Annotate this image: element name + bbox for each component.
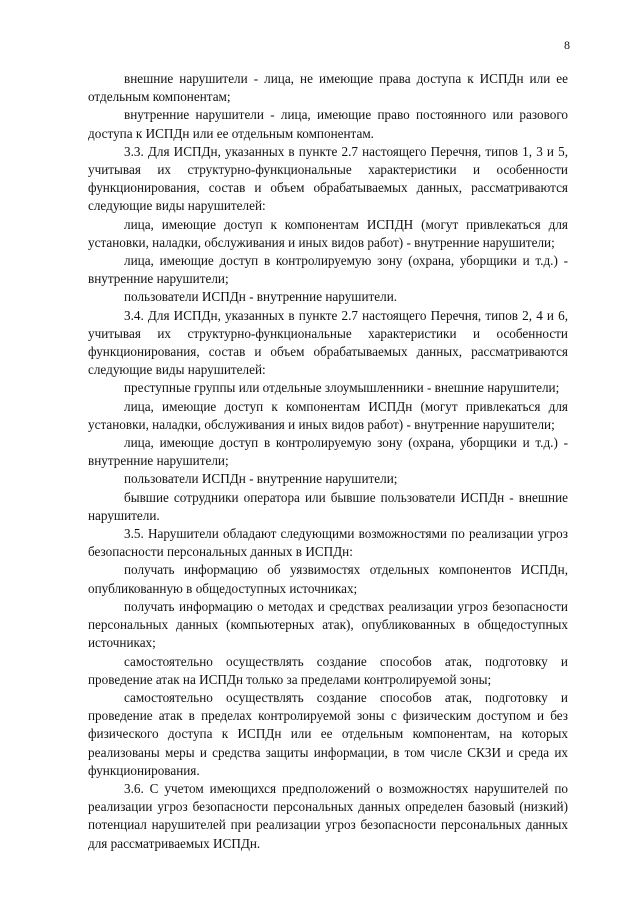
paragraph: получать информацию об уязвимостях отдельных компонентов ИСПДн, опубликованную в общедоступных источниках; [88,562,568,596]
paragraph: 3.3. Для ИСПДн, указанных в пункте 2.7 настоящего Перечня, типов 1, 3 и 5, учитывая их структурно-функциональные характеристики и особенности функционирования, состав и объем обрабатываемых данных, рассматриваются следующие виды нарушителей: [88,143,568,214]
paragraph: лица, имеющие доступ в контролируемую зону (охрана, уборщики и т.д.) - внутренние нарушители; [88,435,568,469]
paragraph: лица, имеющие доступ к компонентам ИСПДН (могут привлекаться для установки, наладки, обслуживания и иных видов работ) - внутренние нарушители; [88,216,568,250]
paragraph: преступные группы или отдельные злоумышленники - внешние нарушители; [124,380,560,396]
paragraph: внутренние нарушители - лица, имеющие право постоянного или разового доступа к ИСПДн или ее отдельным компонентам. [88,107,568,141]
paragraph: получать информацию о методах и средствах реализации угроз безопасности персональных данных (компьютерных атак), опубликованных в общедоступных источниках; [88,598,568,651]
paragraph: 3.5. Нарушители обладают следующими возможностями по реализации угроз безопасности персональных данных в ИСПДн: [88,526,568,560]
paragraph: 3.6. С учетом имеющихся предположений о возможностях нарушителей по реализации угроз безопасности персональных данных определен базовый (низкий) потенциал нарушителей при реализации угроз безопасности персональных данных для рассматриваемых ИСПДн. [88,780,568,851]
paragraph: самостоятельно осуществлять создание способов атак, подготовку и проведение атак в пределах контролируемой зоны с физическим доступом и без физического доступа к ИСПДн или ее отдельным компонентам, на которых реализованы меры и средства защиты информации, в том числе СКЗИ и среда их функционирования. [88,689,568,778]
paragraph: лица, имеющие доступ к компонентам ИСПДн (могут привлекаться для установки, наладки, обслуживания и иных видов работ) - внутренние нарушители; [88,398,568,432]
paragraph: бывшие сотрудники оператора или бывшие пользователи ИСПДн - внешние нарушители. [88,489,568,523]
paragraph: пользователи ИСПДн - внутренние нарушители. [124,289,398,305]
paragraph: 3.4. Для ИСПДн, указанных в пункте 2.7 настоящего Перечня, типов 2, 4 и 6, учитывая их структурно-функциональные характеристики и особенности функционирования, состав и объем обрабатываемых данных, рассматриваются следующие виды нарушителей: [88,307,568,378]
paragraph: лица, имеющие доступ в контролируемую зону (охрана, уборщики и т.д.) - внутренние нарушители; [88,253,568,287]
paragraph: пользователи ИСПДн - внутренние нарушители; [124,471,398,487]
paragraph: самостоятельно осуществлять создание способов атак, подготовку и проведение атак на ИСПДн только за пределами контролируемой зоны; [88,653,568,687]
page-number: 8 [564,38,570,52]
document-body [88,70,568,853]
paragraph: внешние нарушители - лица, не имеющие права доступа к ИСПДн или ее отдельным компонентам; [88,71,568,105]
